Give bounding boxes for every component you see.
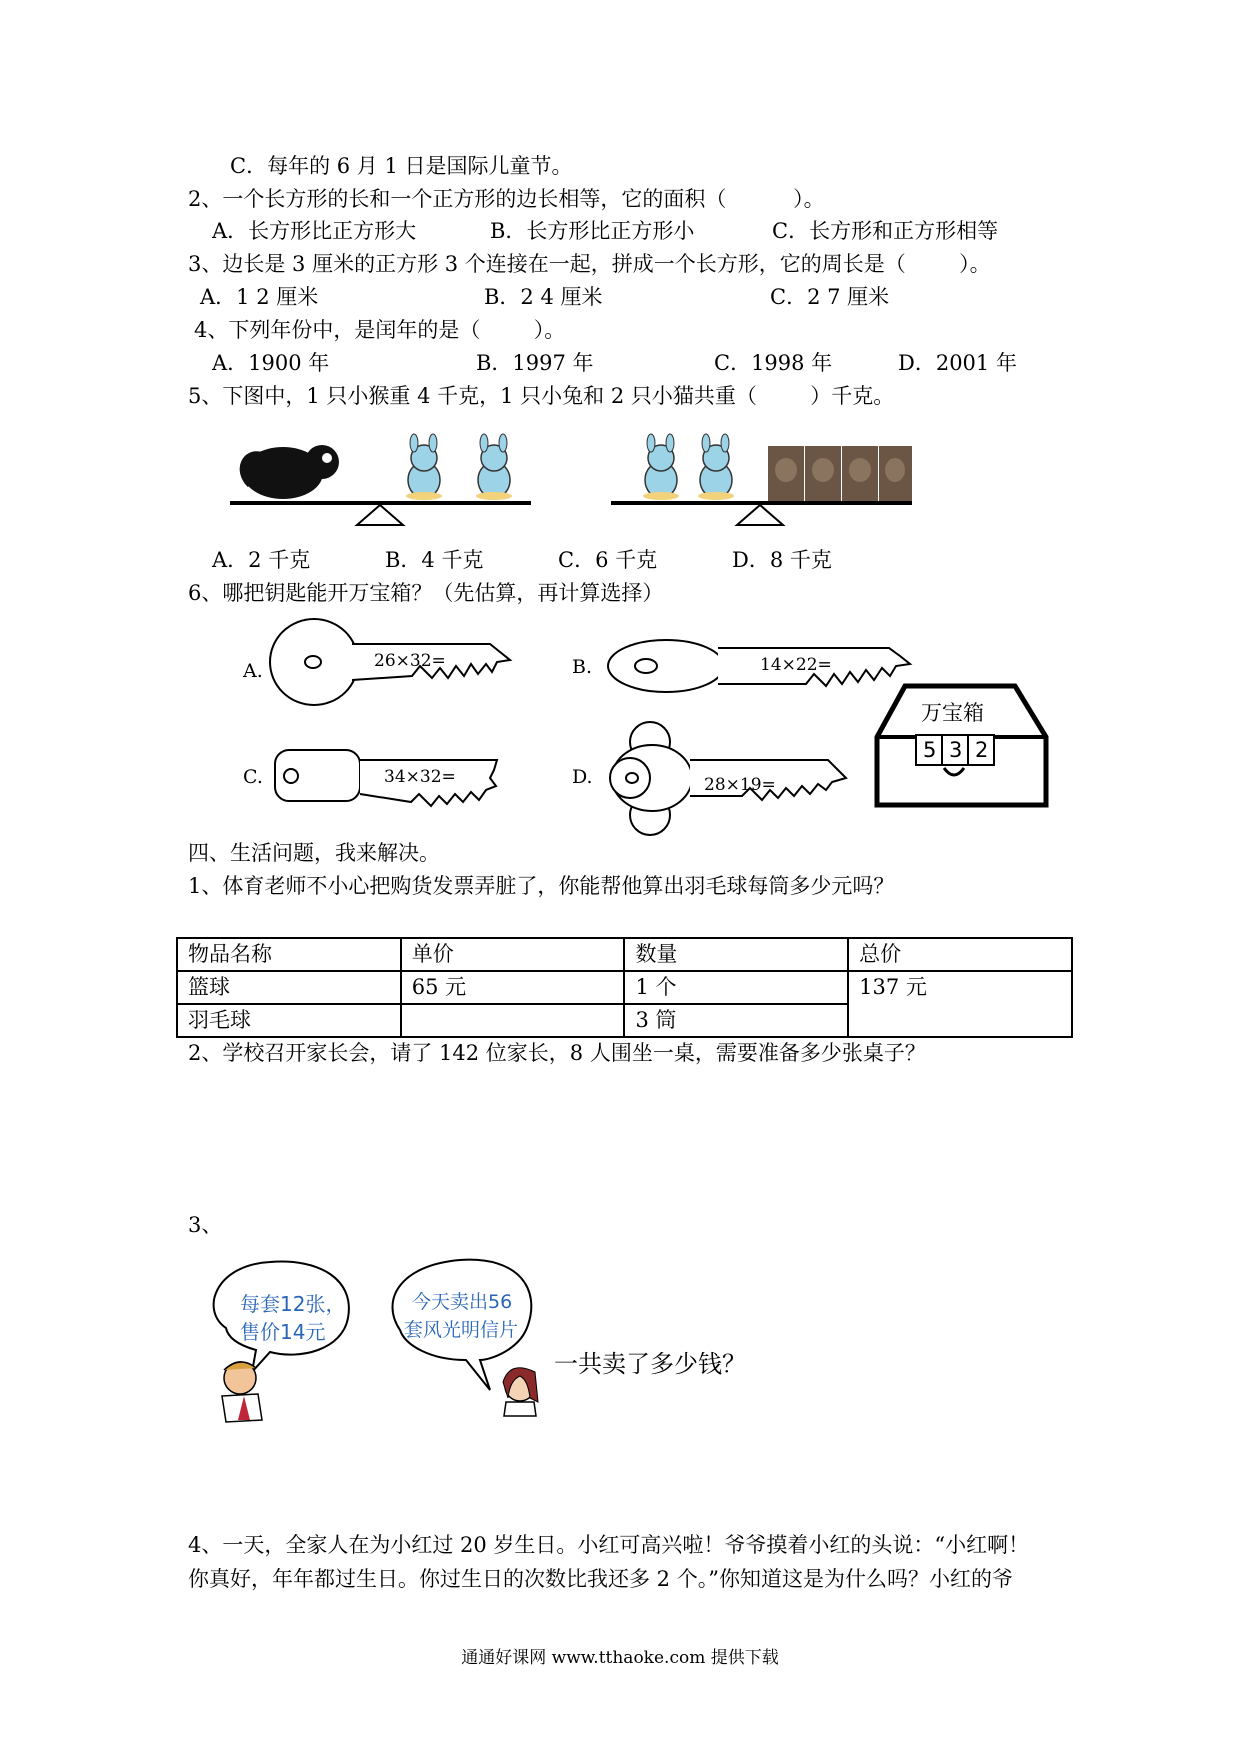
table-header-cell: 数量 (624, 938, 848, 971)
table-cell-total: 137 元 (848, 971, 1072, 1037)
section-title: 四、生活问题，我来解决。 (188, 841, 440, 865)
key-a-letter: A. (243, 660, 263, 682)
q2-option-c: C．长方形和正方形相等 (772, 219, 999, 243)
q2-option-a: A．长方形比正方形大 (212, 219, 417, 243)
page-footer: 通通好课网 www.tthaoke.com 提供下载 (461, 1648, 779, 1668)
rabbit-icon (698, 434, 734, 500)
q1-option-c: C．每年的 6 月 1 日是国际儿童节。 (230, 154, 573, 178)
key-c-letter: C. (243, 766, 263, 788)
person-man-icon (222, 1362, 262, 1422)
table-cell: 篮球 (177, 971, 401, 1004)
table-header-cell: 物品名称 (177, 938, 401, 971)
treasure-box-title: 万宝箱 (921, 701, 984, 725)
q3-option-c: C．2 7 厘米 (770, 285, 890, 309)
box-digit-1: 5 (923, 738, 937, 762)
table-cell: 1 个 (624, 971, 848, 1004)
bubble-left-line1: 每套12张， (240, 1292, 346, 1316)
cat-icon (768, 446, 804, 501)
problem-3-question: 一共卖了多少钱？ (554, 1350, 746, 1378)
monkey-icon (243, 445, 339, 499)
problem-4-line2: 你真好，年年都过生日。你过生日的次数比我还多 2 个。”你知道这是为什么吗？小红的爷 (188, 1567, 1013, 1591)
box-digit-3: 2 (975, 738, 989, 762)
cat-icon (879, 446, 912, 501)
q3-stem: 3、边长是 3 厘米的正方形 3 个连接在一起，拼成一个长方形，它的周长是（ ）。 (188, 252, 991, 276)
table-cell (401, 1004, 625, 1037)
problem-4-line1: 4、一天，全家人在为小红过 20 岁生日。小红可高兴啦！爷爷摸着小红的头说：“小红啊！ (188, 1533, 1030, 1557)
q5-option-d: D．8 千克 (732, 548, 832, 572)
table-header-cell: 总价 (848, 938, 1072, 971)
key-d-letter: D. (572, 766, 593, 788)
cat-icon (842, 446, 878, 501)
bubble-right-line1: 今天卖出56 (412, 1291, 513, 1313)
key-b-letter: B. (572, 656, 593, 678)
q4-option-d: D．2001 年 (898, 351, 1017, 375)
q4-option-a: A．1900 年 (212, 351, 330, 375)
q5-option-b: B．4 千克 (385, 548, 484, 572)
balance-scale-right (611, 434, 912, 525)
balance-scale-left (230, 434, 531, 525)
box-digit-2: 3 (949, 738, 963, 762)
bubble-left-line2: 售价14元 (240, 1320, 326, 1344)
q3-option-a: A．1 2 厘米 (200, 285, 319, 309)
key-a-expr: 26×32= (374, 651, 446, 671)
table-header-row (177, 938, 1072, 971)
table-cell: 羽毛球 (177, 1004, 401, 1037)
problem-3-label: 3、 (188, 1213, 223, 1237)
q2-option-b: B．长方形比正方形小 (490, 219, 695, 243)
q5-option-a: A．2 千克 (212, 548, 311, 572)
table-cell: 65 元 (401, 971, 625, 1004)
key-d-expr: 28×19= (704, 775, 776, 795)
key-b-expr: 14×22= (760, 655, 832, 675)
rabbit-icon (643, 434, 679, 500)
q5-option-c: C．6 千克 (558, 548, 658, 572)
table-row (177, 971, 1072, 1004)
invoice-table (176, 937, 1073, 1038)
q4-option-b: B．1997 年 (476, 351, 594, 375)
problem-1-text: 1、体育老师不小心把购货发票弄脏了，你能帮他算出羽毛球每筒多少元吗？ (188, 874, 895, 898)
key-b-icon (608, 640, 910, 692)
person-woman-icon (503, 1368, 538, 1416)
q6-stem: 6、哪把钥匙能开万宝箱？（先估算，再计算选择） (188, 581, 664, 605)
cat-icon (805, 446, 841, 501)
rabbit-icon (406, 434, 442, 500)
q4-stem: 4、下列年份中，是闰年的是（ ）。 (194, 318, 566, 342)
key-c-expr: 34×32= (384, 767, 456, 787)
table-header-cell: 单价 (401, 938, 625, 971)
table-cell: 3 筒 (624, 1004, 848, 1037)
rabbit-icon (476, 434, 512, 500)
bubble-right-line2: 套风光明信片 (404, 1319, 519, 1341)
q5-stem: 5、下图中，1 只小猴重 4 千克，1 只小兔和 2 只小猫共重（ ）千克。 (188, 384, 895, 408)
q3-option-b: B．2 4 厘米 (484, 285, 603, 309)
problem-2-text: 2、学校召开家长会，请了 142 位家长，8 人围坐一桌，需要准备多少张桌子？ (188, 1041, 926, 1065)
q4-option-c: C．1998 年 (714, 351, 833, 375)
q2-stem: 2、一个长方形的长和一个正方形的边长相等，它的面积（ ）。 (188, 187, 825, 211)
